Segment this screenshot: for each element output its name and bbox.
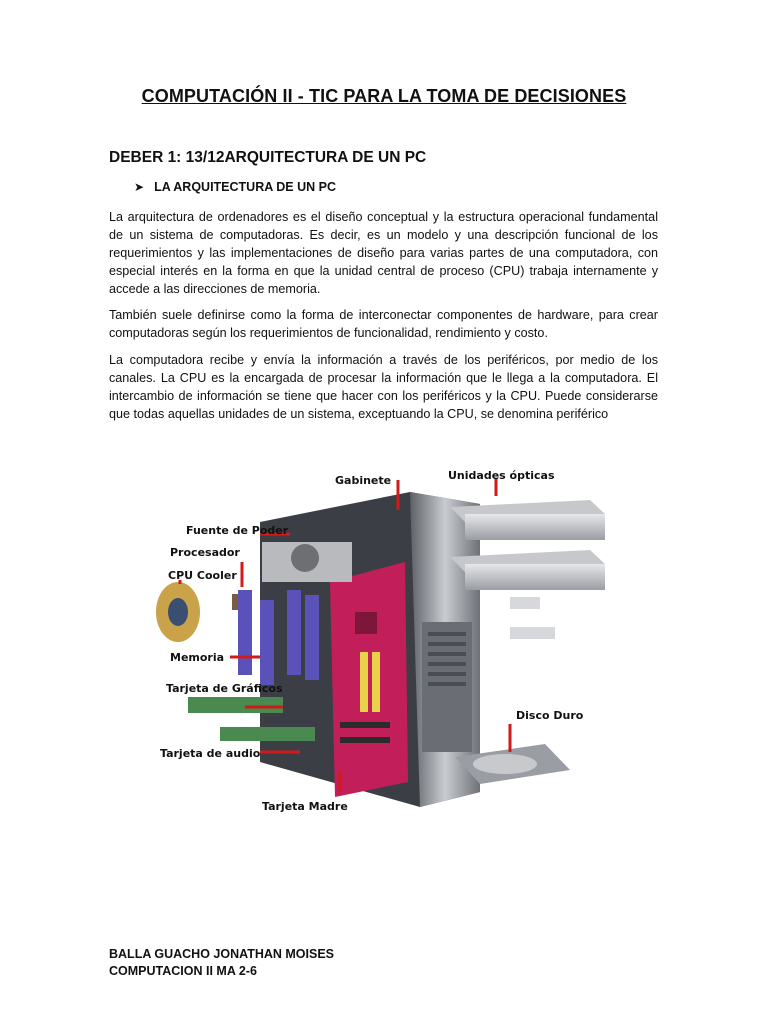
motherboard-illustration	[330, 562, 408, 797]
arrowhead-bullet-icon: ➤	[134, 180, 145, 194]
label-disco-duro: Disco Duro	[516, 709, 584, 722]
label-tarjeta-audio: Tarjeta de audio	[160, 747, 261, 760]
label-fuente-de-poder: Fuente de Poder	[186, 524, 289, 537]
label-tarjeta-graficos: Tarjeta de Gráficos	[166, 682, 283, 695]
course-name: COMPUTACION II MA 2-6	[109, 964, 257, 978]
label-cpu-cooler: CPU Cooler	[168, 569, 237, 582]
label-memoria: Memoria	[170, 651, 225, 664]
paragraph-1: La arquitectura de ordenadores es el diseño conceptual y la estructura operacional fundamental de un sistema de computadoras. Es decir, es un modelo y una descripción funcional de los requerimientos y las implementaciones de diseño para varias partes de una computadora, con especial interés en la forma en que la unidad central de proceso (CPU) trabaja internamente y accede a las direcciones de memoria.	[109, 210, 658, 296]
author-name: BALLA GUACHO JONATHAN MOISES	[109, 947, 334, 961]
audio-card-illustration	[220, 727, 315, 741]
power-supply-illustration	[262, 542, 352, 582]
bullet-item	[134, 180, 336, 194]
paragraph-2: También suele definirse como la forma de interconectar componentes de hardware, para crear computadoras según los requerimientos de funcionalidad, rendimiento y costo.	[109, 308, 658, 340]
label-procesador: Procesador	[170, 546, 240, 559]
pc-architecture-figure	[150, 462, 620, 822]
section-heading: DEBER 1: 13/12ARQUITECTURA DE UN PC	[109, 149, 427, 166]
footer	[109, 946, 334, 980]
label-unidades-opticas: Unidades ópticas	[448, 469, 555, 482]
label-gabinete: Gabinete	[335, 474, 392, 487]
cpu-cooler-illustration	[156, 582, 200, 642]
page-title: COMPUTACIÓN II - TIC PARA LA TOMA DE DECISIONES	[141, 86, 627, 106]
label-tarjeta-madre: Tarjeta Madre	[262, 800, 348, 813]
paragraph-3: La computadora recibe y envía la información a través de los periféricos, por medio de los canales. La CPU es la encargada de procesar la información que le llega a la computadora. El intercambio de información se tiene que hacer con los periféricos y la CPU. Puede considerarse que todas aquellas unidades de un sistema, exceptuando la CPU, se denomina periférico	[109, 353, 658, 421]
graphics-card-illustration	[188, 697, 283, 713]
bullet-text: LA ARQUITECTURA DE UN PC	[154, 180, 337, 194]
